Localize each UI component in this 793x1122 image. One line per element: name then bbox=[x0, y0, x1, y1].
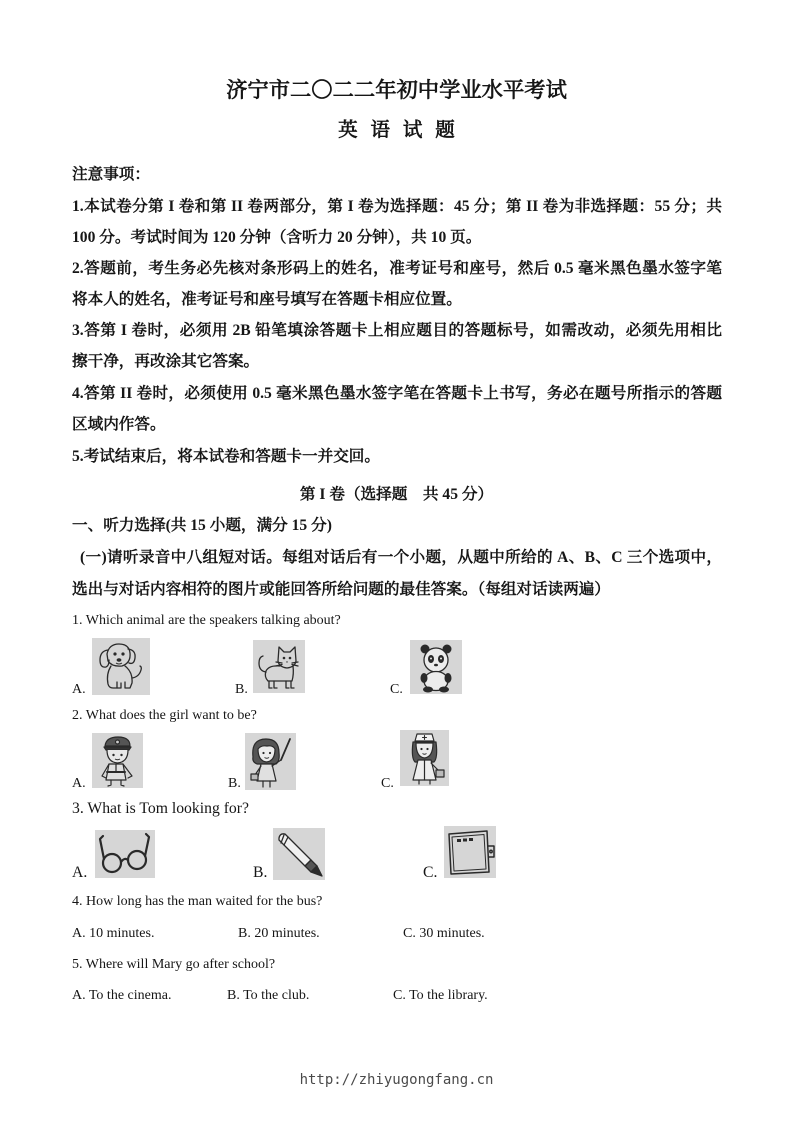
option-text: A. 10 minutes. bbox=[72, 926, 155, 941]
instruction-line: 选出与对话内容相符的图片或能回答所给问题的最佳答案。（每组对话读两遍） bbox=[72, 581, 610, 598]
question-text: 1. Which animal are the speakers talking about? bbox=[72, 613, 341, 628]
pen-picture bbox=[273, 828, 325, 880]
option-text: C. To the library. bbox=[393, 988, 488, 1003]
question-text: 5. Where will Mary go after school? bbox=[72, 957, 276, 972]
option-label: C. bbox=[390, 682, 403, 697]
nurse-picture bbox=[400, 730, 449, 786]
option-label: B. bbox=[235, 682, 248, 697]
option-text: B. To the club. bbox=[227, 988, 310, 1003]
cat-picture bbox=[253, 640, 305, 693]
option-label: C. bbox=[423, 864, 438, 881]
teacher-picture bbox=[245, 733, 296, 790]
question-text: 4. How long has the man waited for the bus? bbox=[72, 894, 323, 909]
question-text: 2. What does the girl want to be? bbox=[72, 708, 257, 723]
panda-picture bbox=[410, 640, 462, 694]
notes-line: 100 分。考试时间为 120 分钟（含听力 20 分钟），共 10 页。 bbox=[72, 229, 482, 246]
police-officer-picture bbox=[92, 733, 143, 788]
footer-url: http://zhiyugongfang.cn bbox=[299, 1072, 494, 1088]
notes-heading: 注意事项： bbox=[72, 166, 150, 183]
exam-title: 济宁市二〇二二年初中学业水平考试 bbox=[226, 78, 567, 102]
instruction-line: (一)请听录音中八组短对话。每组对话后有一个小题，从题中所给的 A、B、C 三个选项中， bbox=[80, 549, 722, 566]
option-label: A. bbox=[72, 864, 88, 881]
notebook-picture bbox=[444, 826, 496, 878]
option-label: B. bbox=[228, 776, 241, 791]
notes-line: 将本人的姓名，准考证号和座号填写在答题卡相应位置。 bbox=[72, 291, 462, 308]
section-heading: 一、听力选择(共 15 小题，满分 15 分) bbox=[72, 517, 332, 534]
option-text: A. To the cinema. bbox=[72, 988, 172, 1003]
notes-line: 1.本试卷分第 I 卷和第 II 卷两部分，第 I 卷为选择题：45 分；第 II 卷为非选择题：55 分；共 bbox=[72, 198, 722, 215]
option-label: A. bbox=[72, 776, 86, 791]
exam-subtitle: 英 语 试 题 bbox=[338, 120, 459, 141]
notes-line: 区域内作答。 bbox=[72, 416, 166, 433]
notes-line: 5.考试结束后，将本试卷和答题卡一并交回。 bbox=[72, 448, 380, 465]
notes-line: 2.答题前，考生务必先核对条形码上的姓名，准考证号和座号，然后 0.5 毫米黑色墨水签字笔 bbox=[72, 260, 722, 277]
notes-line: 3.答第 I 卷时，必须用 2B 铅笔填涂答题卡上相应题目的答题标号，如需改动，必须先用相比 bbox=[72, 322, 722, 339]
dog-picture bbox=[92, 638, 150, 695]
option-label: B. bbox=[253, 864, 268, 881]
option-text: C. 30 minutes. bbox=[403, 926, 485, 941]
option-text: B. 20 minutes. bbox=[238, 926, 320, 941]
option-label: C. bbox=[381, 776, 394, 791]
notes-line: 4.答第 II 卷时，必须使用 0.5 毫米黑色墨水签字笔在答题卡上书写，务必在题号所指示的答题 bbox=[72, 385, 722, 402]
glasses-picture bbox=[95, 830, 155, 878]
question-text: 3. What is Tom looking for? bbox=[72, 800, 249, 817]
notes-line: 擦干净，再改涂其它答案。 bbox=[72, 353, 260, 370]
part-heading: 第 I 卷（选择题 共 45 分） bbox=[299, 486, 494, 503]
option-label: A. bbox=[72, 682, 86, 697]
